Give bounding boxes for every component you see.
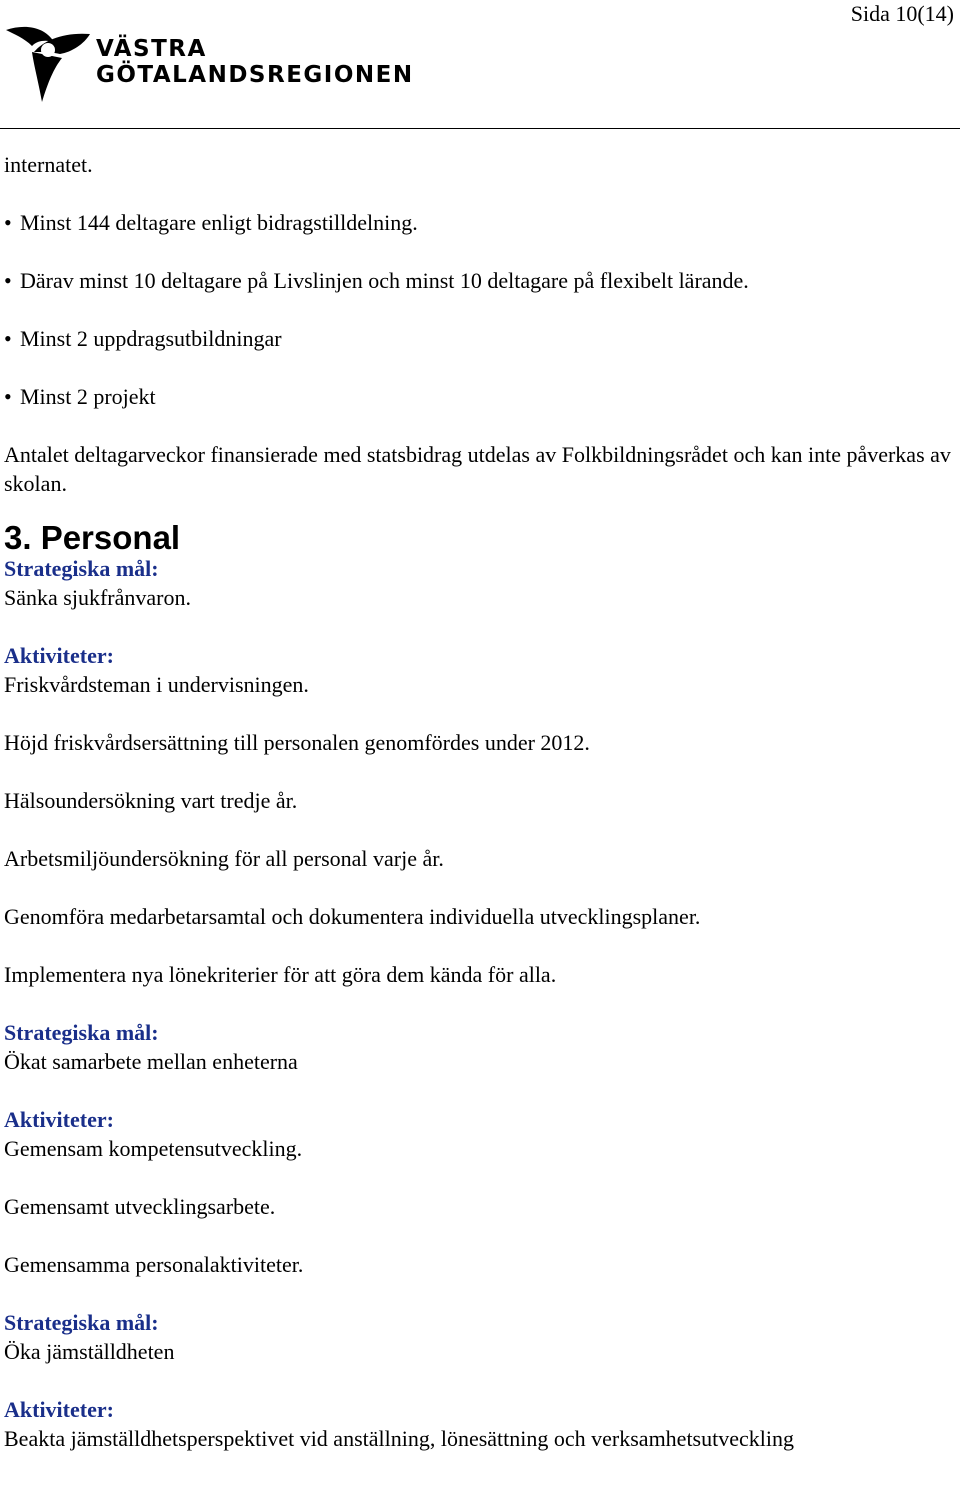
goal-text: Ökat samarbete mellan enheterna <box>4 1049 298 1074</box>
activities-label: Aktiviteter: <box>4 1107 114 1132</box>
bullet-text: Minst 144 deltagare enligt bidragstilldelning. <box>20 210 418 235</box>
bullet-item <box>4 324 954 353</box>
activity-item: Hälsoundersökning vart tredje år. <box>4 788 298 813</box>
activity-item: Gemensam kompetensutveckling. <box>4 1136 303 1161</box>
activities-label: Aktiviteter: <box>4 1397 114 1422</box>
vgr-logo <box>4 22 414 108</box>
activity-item: Genomföra medarbetarsamtal och dokumentera individuella utvecklingsplaner. <box>4 904 701 929</box>
goal-text: Öka jämställdheten <box>4 1339 175 1364</box>
bullet-item <box>4 266 954 295</box>
goal-label: Strategiska mål: <box>4 1310 159 1335</box>
goal-label: Strategiska mål: <box>4 1020 159 1045</box>
goal-label: Strategiska mål: <box>4 556 159 581</box>
activity-item: Gemensamma personalaktiviteter. <box>4 1252 304 1277</box>
bullet-icon: • <box>4 384 12 409</box>
activity-item: Höjd friskvårdsersättning till personalen genomfördes under 2012. <box>4 730 590 755</box>
activity-item: Gemensamt utvecklingsarbete. <box>4 1194 276 1219</box>
activity-item: Friskvårdsteman i undervisningen. <box>4 672 309 697</box>
header-divider <box>0 128 960 129</box>
page-number: Sida 10(14) <box>850 1 954 26</box>
bullet-text: Minst 2 uppdragsutbildningar <box>20 326 282 351</box>
bullet-icon: • <box>4 268 12 293</box>
bullet-text: Minst 2 projekt <box>20 384 156 409</box>
bullet-text: Därav minst 10 deltagare på Livslinjen och minst 10 deltagare på flexibelt lärande. <box>20 268 749 293</box>
vgr-logo-emblem <box>4 22 94 108</box>
bullet-item <box>4 382 954 411</box>
activities-label: Aktiviteter: <box>4 643 114 668</box>
bullet-item <box>4 208 954 237</box>
funding-paragraph: Antalet deltagarveckor finansierade med statsbidrag utdelas av Folkbildningsrådet och kan inte påverkas av skolan. <box>4 442 951 496</box>
bullet-icon: • <box>4 326 12 351</box>
logo-text-gotalandsregionen: GÖTALANDSREGIONEN <box>96 62 414 88</box>
document-body <box>4 150 954 1453</box>
intro-tail-text: internatet. <box>4 152 93 177</box>
activity-item: Beakta jämställdhetsperspektivet vid anställning, lönesättning och verksamhetsutveckling <box>4 1426 794 1451</box>
activity-item: Implementera nya lönekriterier för att göra dem kända för alla. <box>4 962 557 987</box>
bullet-icon: • <box>4 210 12 235</box>
section-heading: 3. Personal <box>4 519 181 556</box>
goal-text: Sänka sjukfrånvaron. <box>4 585 191 610</box>
activity-item: Arbetsmiljöundersökning för all personal varje år. <box>4 846 444 871</box>
logo-text-vastra: VÄSTRA <box>96 36 207 62</box>
